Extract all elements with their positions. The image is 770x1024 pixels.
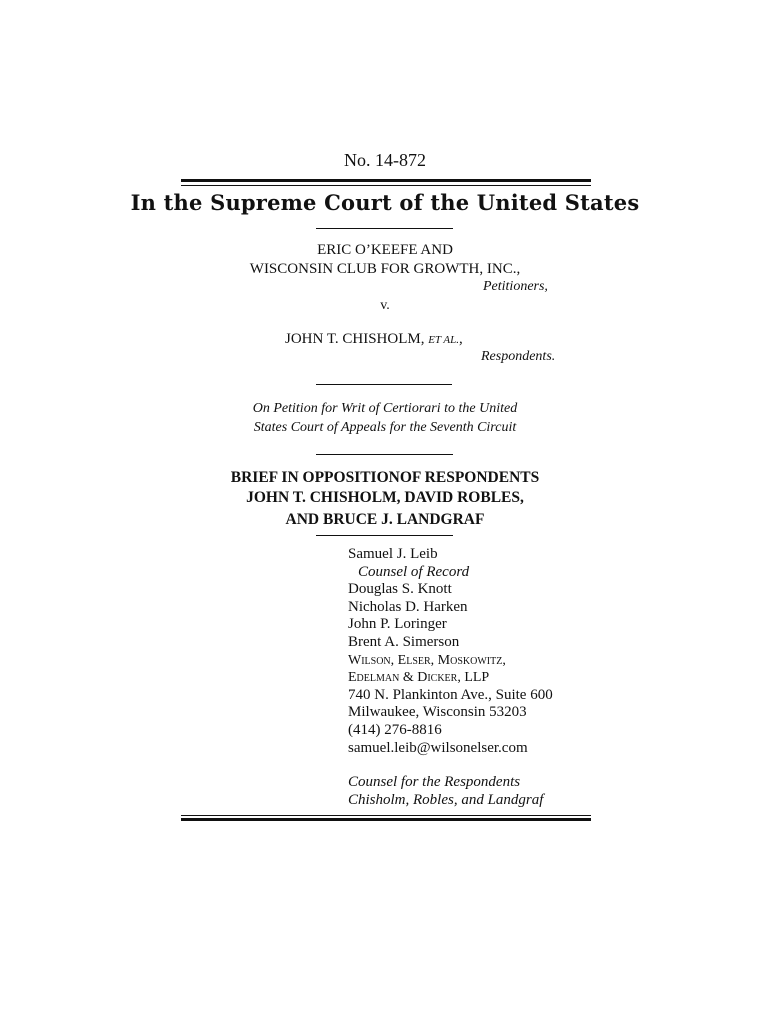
petitioner-line-2: WISCONSIN CLUB FOR GROWTH, INC., <box>249 261 521 277</box>
divider-4 <box>316 535 453 536</box>
top-rule-thin <box>181 185 591 186</box>
firm-name-line-2: Edelman & Dicker, LLP <box>348 670 490 686</box>
street-address: 740 N. Plankinton Ave., Suite 600 <box>348 686 553 703</box>
respondents-role: Respondents. <box>481 349 556 364</box>
firm-name-line-1: Wilson, Elser, Moskowitz, <box>348 652 506 668</box>
top-rule-thick <box>181 179 591 182</box>
counsel-of-record-label: Counsel of Record <box>358 563 470 580</box>
divider-3 <box>316 454 453 455</box>
respondent-suffix: , <box>458 331 463 347</box>
petition-line-2: States Court of Appeals for the Seventh Circuit <box>253 420 517 435</box>
email-address: samuel.leib@wilsonelser.com <box>348 739 528 756</box>
attorney-name: John P. Loringer <box>348 616 447 633</box>
brief-title-line-2: JOHN T. CHISHOLM, DAVID ROBLES, <box>246 489 524 506</box>
petition-line-1: On Petition for Writ of Certiorari to the United <box>252 401 518 416</box>
spacer <box>348 757 553 774</box>
respondent-name-line <box>285 330 463 350</box>
et-al: ET AL. <box>428 334 459 346</box>
brief-title-line-1: BRIEF IN OPPOSITIONOF RESPONDENTS <box>230 469 540 486</box>
bottom-rule-thin <box>181 815 591 816</box>
counsel-role-line-1: Counsel for the Respondents <box>348 774 521 791</box>
respondent-name: JOHN T. CHISHOLM, <box>285 331 425 347</box>
versus: v. <box>380 298 390 313</box>
attorney-name: Nicholas D. Harken <box>348 598 468 615</box>
counsel-role-line-2: Chisholm, Robles, and Landgraf <box>348 791 544 808</box>
divider-2 <box>316 384 452 385</box>
attorney-name: Brent A. Simerson <box>348 633 460 650</box>
brief-title-line-3: AND BRUCE J. LANDGRAF <box>285 511 485 528</box>
court-name: In the Supreme Court of the United States <box>130 190 640 215</box>
city-address: Milwaukee, Wisconsin 53203 <box>348 704 527 721</box>
petitioners-role: Petitioners, <box>483 279 548 294</box>
divider-1 <box>316 228 453 229</box>
counsel-block <box>348 546 553 809</box>
counsel-of-record-name: Samuel J. Leib <box>348 546 438 562</box>
petitioner-line-1: ERIC O’KEEFE AND <box>317 242 453 258</box>
docket-number: No. 14-872 <box>344 150 426 170</box>
phone-number: (414) 276-8816 <box>348 721 442 738</box>
bottom-rule-thick <box>181 818 591 821</box>
attorney-name: Douglas S. Knott <box>348 581 452 598</box>
